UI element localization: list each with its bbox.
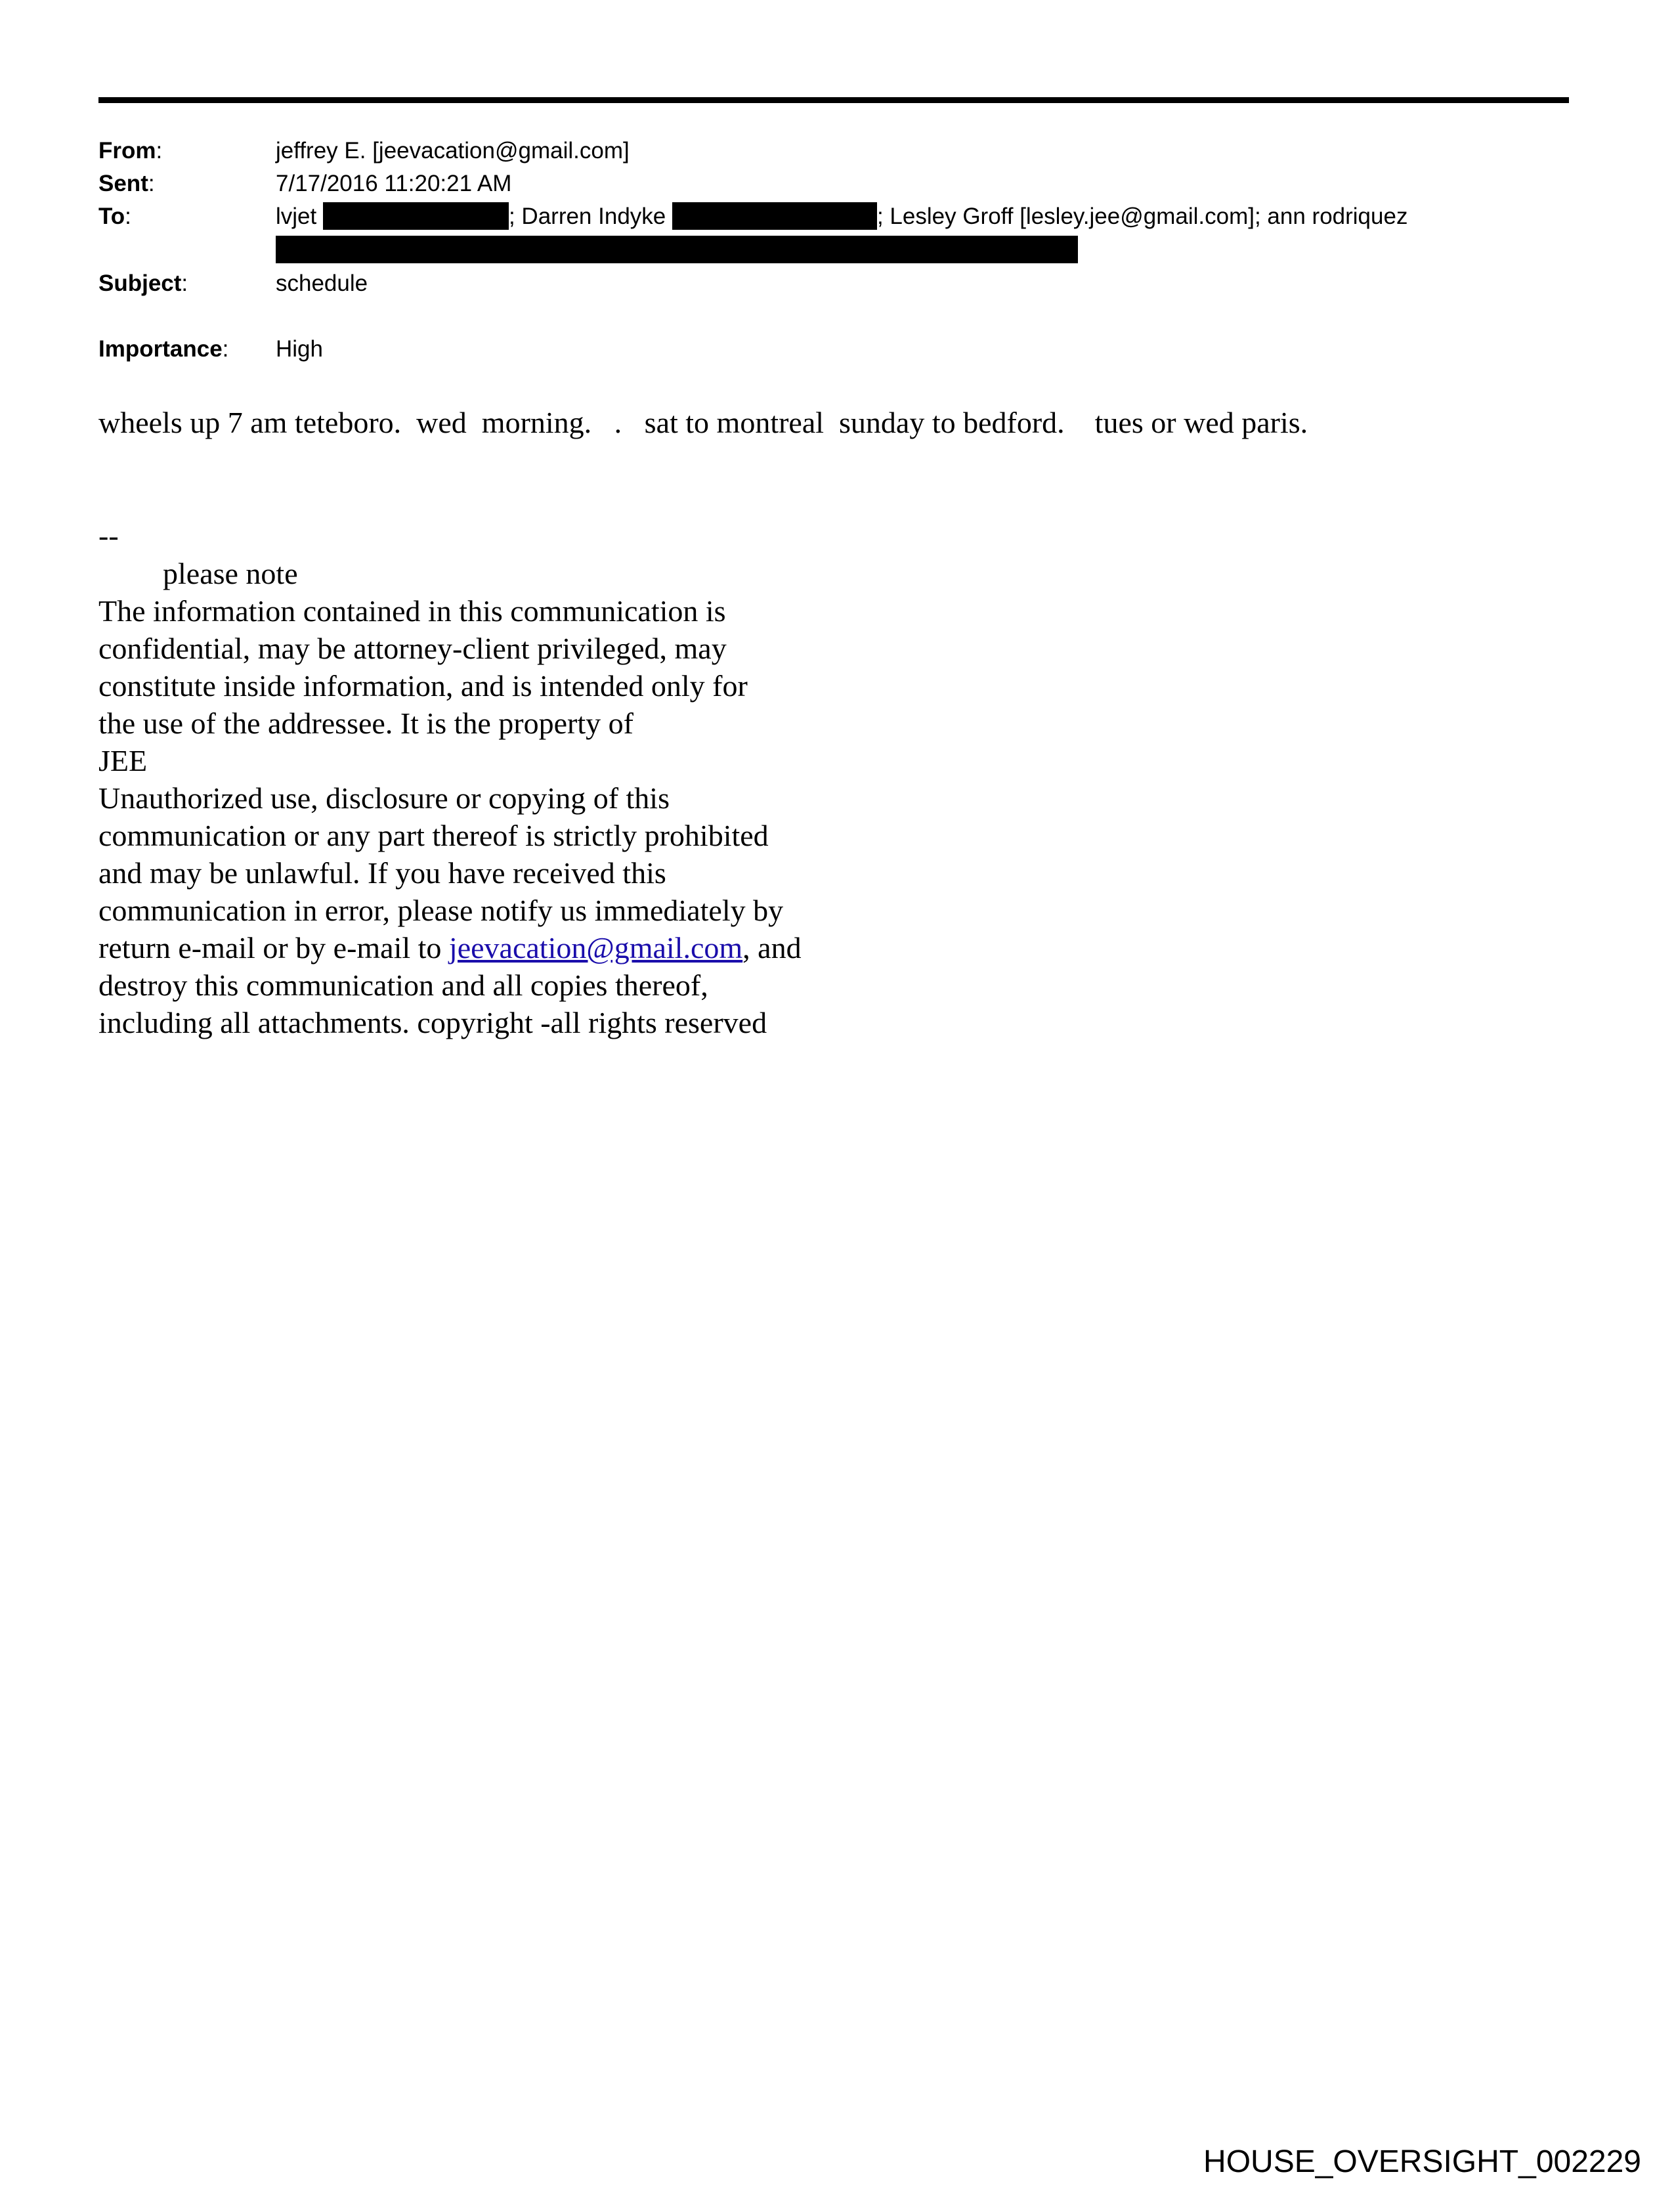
disclaimer-line: communication or any part thereof is strictly prohibited — [98, 819, 769, 852]
email-link[interactable]: jeevacation@gmail.com — [448, 931, 743, 965]
disclaimer-line: communication in error, please notify us immediately by — [98, 894, 784, 927]
disclaimer-line: the use of the addressee. It is the property of — [98, 706, 633, 740]
to-label: To: — [98, 204, 131, 229]
redaction-bar — [323, 202, 509, 230]
sent-value: 7/17/2016 11:20:21 AM — [276, 171, 512, 196]
to-recipient-1: lvjet — [276, 204, 323, 229]
disclaimer-line: constitute inside information, and is intended only for — [98, 669, 748, 703]
to-recipient-2: ; Darren Indyke — [508, 204, 672, 229]
importance-value: High — [276, 336, 323, 362]
bates-number: HOUSE_OVERSIGHT_002229 — [1203, 2144, 1641, 2179]
importance-label: Importance: — [98, 336, 229, 362]
signature-dashes: -- — [98, 519, 119, 552]
disclaimer-line: JEE — [98, 744, 148, 777]
signature-note: please note — [163, 557, 298, 590]
message-body: wheels up 7 am teteboro. wed morning. . sat to montreal sunday to bedford. tues or wed paris. — [98, 406, 1308, 439]
disclaimer-line: including all attachments. copyright -all rights reserved — [98, 1006, 767, 1039]
redaction-bar — [672, 202, 877, 230]
redaction-bar — [276, 236, 1078, 263]
disclaimer-line: and may be unlawful. If you have received this — [98, 856, 666, 890]
disclaimer-line: destroy this communication and all copies thereof, — [98, 968, 708, 1002]
from-value: jeffrey E. [jeevacation@gmail.com] — [276, 138, 630, 163]
subject-value: schedule — [276, 271, 368, 296]
disclaimer-line: confidential, may be attorney-client privileged, may — [98, 632, 727, 665]
from-label: From: — [98, 138, 163, 163]
disclaimer-line: The information contained in this communication is — [98, 594, 726, 628]
sent-label: Sent: — [98, 171, 155, 196]
subject-label: Subject: — [98, 271, 188, 296]
to-recipient-3: ; Lesley Groff [lesley.jee@gmail.com]; ann rodriquez — [876, 204, 1408, 229]
disclaimer-line: return e-mail or by e-mail to jeevacation@gmail.com, and — [98, 931, 802, 965]
disclaimer-line: Unauthorized use, disclosure or copying of this — [98, 781, 670, 815]
to-value — [276, 200, 1407, 233]
header-rule — [98, 97, 1569, 103]
